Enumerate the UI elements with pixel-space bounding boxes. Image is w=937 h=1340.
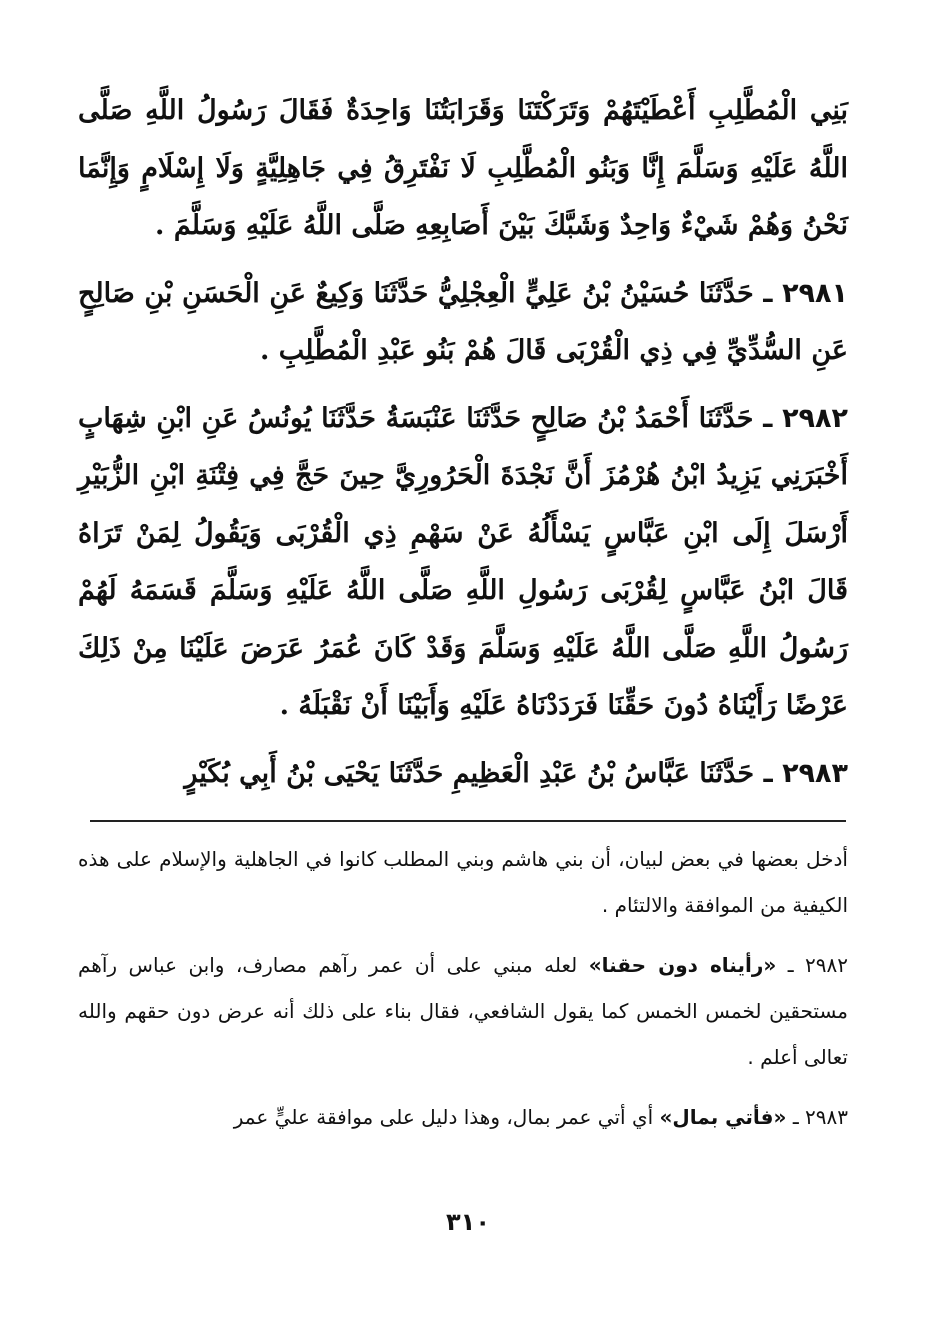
footnote-2982: [78, 942, 848, 1080]
footnote-2983: [78, 1094, 848, 1140]
footnote-divider: [90, 820, 846, 822]
footnote-continuation: [78, 836, 848, 928]
page-number: ٣١٠: [446, 1208, 490, 1236]
footnote-text: أي أتي عمر بمال، وهذا دليل على موافقة عليٍّ عمر: [233, 1105, 654, 1129]
footnote-number: ٢٩٨٣ ـ: [792, 1105, 848, 1129]
intro-paragraph: [78, 82, 848, 255]
hadith-text: حَدَّثَنَا أَحْمَدُ بْنُ صَالِحٍ حَدَّثَنَا عَنْبَسَةُ حَدَّثَنَا يُونُسُ عَنِ ابْنِ شِهَابٍ أَخْبَرَنِي يَزِيدُ ابْنُ هُرْمُزَ أَنَّ نَجْدَةَ الْحَرُورِيَّ حِينَ حَجَّ فِي فِتْنَةِ ابْنِ الزُّبَيْرِ أَرْسَلَ إِلَى ابْنِ عَبَّاسٍ يَسْأَلُهُ عَنْ سَهْمِ ذِي الْقُرْبَى وَيَقُولُ لِمَنْ تَرَاهُ قَالَ ابْنُ عَبَّاسٍ لِقُرْبَى رَسُولِ اللَّهِ صَلَّى اللَّهُ عَلَيْهِ وَسَلَّمَ قَسَمَهُ لَهُمْ رَسُولُ اللَّهِ صَلَّى اللَّهُ عَلَيْهِ وَسَلَّمَ وَقَدْ كَانَ عُمَرُ عَرَضَ عَلَيْنَا مِنْ ذَلِكَ عَرْضًا رَأَيْنَاهُ دُونَ حَقِّنَا فَرَدَدْنَاهُ عَلَيْهِ وَأَبَيْنَا أَنْ نَقْبَلَهُ .: [78, 402, 848, 721]
hadith-number: ٢٩٨٢ ـ: [763, 402, 848, 434]
intro-paragraph-text: بَنِي الْمُطَّلِبِ أَعْطَيْتَهُمْ وَتَرَكْتَنَا وَقَرَابَتُنَا وَاحِدَةٌ فَقَالَ رَسُولُ اللَّهِ صَلَّى اللَّهُ عَلَيْهِ وَسَلَّمَ إِنَّا وَبَنُو الْمُطَّلِبِ لَا نَفْتَرِقُ فِي جَاهِلِيَّةٍ وَلَا إِسْلَامٍ وَإِنَّمَا نَحْنُ وَهُمْ شَيْءٌ وَاحِدٌ وَشَبَّكَ بَيْنَ أَصَابِعِهِ صَلَّى اللَّهُ عَلَيْهِ وَسَلَّمَ .: [78, 95, 848, 241]
hadith-2983: [78, 745, 848, 803]
hadith-number: ٢٩٨١ ـ: [763, 277, 848, 309]
main-text-block: [78, 82, 848, 812]
footnote-quote: «رأيناه دون حقنا»: [588, 953, 777, 977]
hadith-2981: [78, 265, 848, 380]
footnote-text: لعله مبني على أن عمر رآهم مصارف، وابن عباس رآهم مستحقين لخمس الخمس كما يقول الشافعي، فقال بناء على ذلك أنه عرض دون حقهم والله تعالى أعلم .: [78, 953, 848, 1069]
hadith-number: ٢٩٨٣ ـ: [763, 757, 848, 789]
hadith-2982: [78, 390, 848, 735]
hadith-text: حَدَّثَنَا عَبَّاسُ بْنُ عَبْدِ الْعَظِيمِ حَدَّثَنَا يَحْيَى بْنُ أَبِي بُكَيْرٍ: [184, 757, 755, 789]
footnotes-block: [78, 836, 848, 1154]
footnote-quote: «فأتي بمال»: [659, 1105, 787, 1129]
footnote-continuation-text: أدخل بعضها في بعض لبيان، أن بني هاشم وبني المطلب كانوا في الجاهلية والإسلام على هذه الكيفية من الموافقة والالتئام .: [78, 847, 848, 917]
hadith-text: حَدَّثَنَا حُسَيْنُ بْنُ عَلِيٍّ الْعِجْلِيُّ حَدَّثَنَا وَكِيعٌ عَنِ الْحَسَنِ بْنِ صَالِحٍ عَنِ السُّدِّيِّ فِي ذِي الْقُرْبَى قَالَ هُمْ بَنُو عَبْدِ الْمُطَّلِبِ .: [78, 277, 848, 366]
footnote-number: ٢٩٨٢ ـ: [787, 953, 848, 977]
